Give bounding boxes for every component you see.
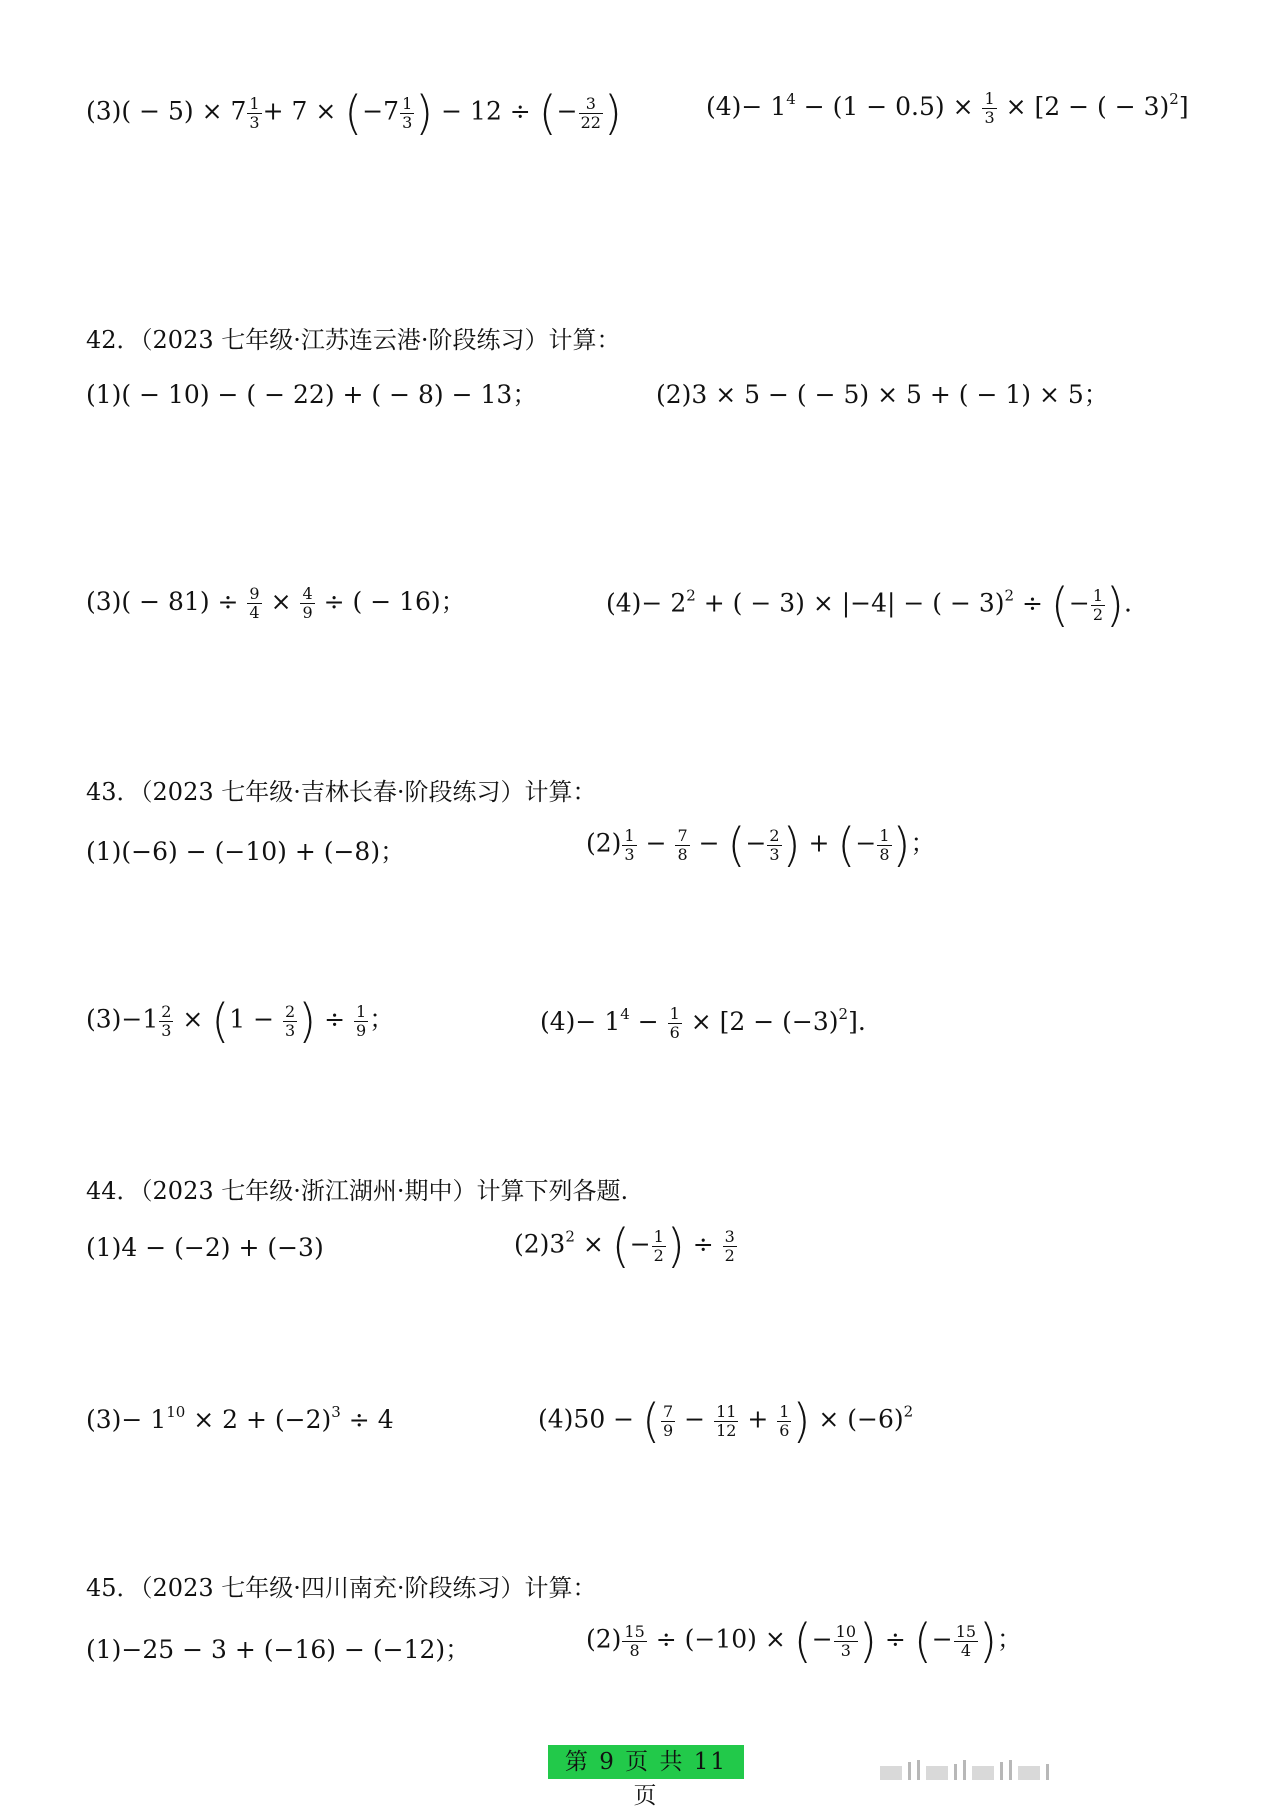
- fraction: $\frac{3}{22}$: [580, 93, 601, 132]
- q41-part3: (3)( − 5) × 7 $\frac{1}{3}$ + 7 × (−7 $\frac{1}{3}$ ) − 12 ÷ (− $\frac{3}{22}$ ): [86, 86, 622, 140]
- q42-part4: $(4)- 2^2$ + ( − 3) × |−4| − ( − 3)$^2$ ÷ (− $\frac{1}{2}$ ).: [606, 578, 1132, 632]
- q45-part1: (1)−25 − 3 + (−16) − (−12)；: [86, 1635, 471, 1664]
- q42-part3: (3)( − 81) ÷ $\frac{9}{4}$ × $\frac{4}{9}$ ÷ ( − 16)；: [86, 584, 466, 622]
- fraction: $\frac{1}{6}$: [669, 1004, 680, 1042]
- artifact-bar: [880, 1766, 902, 1780]
- fraction: $\frac{11}{12}$: [716, 1401, 737, 1440]
- mixed-fraction: $\frac{2}{3}$: [161, 1001, 172, 1040]
- q43-part1: (1)(−6) − (−10) + (−8)；: [86, 837, 406, 866]
- fraction: $\frac{1}{8}$: [879, 825, 890, 864]
- artifact-bar: [1000, 1762, 1003, 1780]
- artifact-bar: [972, 1766, 994, 1780]
- q43-heading: 43．（2023 七年级·吉林长春·阶段练习）计算：: [86, 778, 597, 806]
- q43-part4: $(4)- 1^4$ − $\frac{1}{6}$ × $[2 - (-3)^2]$.: [540, 1004, 866, 1042]
- q45-part2: (2) $\frac{15}{8}$ ÷ (−10) × (− $\frac{10}{3}$ ) ÷ (− $\frac{15}{4}$ )；: [586, 1614, 1023, 1668]
- mixed-fraction: $\frac{1}{3}$: [249, 93, 260, 132]
- artifact-bar: [954, 1764, 957, 1780]
- fraction: $\frac{10}{3}$: [835, 1621, 857, 1660]
- fraction: $\frac{2}{3}$: [769, 825, 780, 864]
- artifact-bar: [1046, 1764, 1049, 1780]
- q44-part4: (4)50 − ( $\frac{7}{9}$ − $\frac{11}{12}$ + $\frac{1}{6}$ ) × $(-6)^2$: [538, 1394, 914, 1448]
- q42-heading: 42．（2023 七年级·江苏连云港·阶段练习）计算：: [86, 326, 621, 354]
- fraction: $\frac{2}{3}$: [285, 1001, 296, 1040]
- q45-heading: 45．（2023 七年级·四川南充·阶段练习）计算：: [86, 1574, 597, 1602]
- artifact-bar: [963, 1760, 966, 1780]
- artifact-bar: [1009, 1760, 1012, 1780]
- artifact-bar: [926, 1766, 948, 1780]
- fraction: $\frac{1}{3}$: [624, 825, 635, 864]
- mixed-fraction: $\frac{1}{3}$: [402, 93, 413, 132]
- artifact-bar: [908, 1762, 911, 1780]
- q44-part2: $(2)3^2$ × (− $\frac{1}{2}$ ) ÷ $\frac{3}{2}$: [514, 1219, 735, 1273]
- page-number-label: 第 9 页 共 11 页: [548, 1745, 744, 1779]
- fraction: $\frac{15}{4}$: [955, 1621, 977, 1660]
- fraction: $\frac{7}{9}$: [663, 1401, 674, 1440]
- fraction: $\frac{3}{2}$: [724, 1226, 735, 1265]
- q41-part4: $(4)- 1^4 - (1 - 0.5)$ × $\frac{1}{3}$ × [2 − ( − 3)$^2$]: [706, 89, 1189, 127]
- artifact-bar: [1018, 1766, 1040, 1780]
- fraction: $\frac{15}{8}$: [624, 1621, 645, 1660]
- fraction: $\frac{7}{8}$: [677, 825, 688, 864]
- q44-part3: $(3)- 1^{10} \times 2 + (-2)^3 \div 4$: [86, 1403, 394, 1434]
- q44-heading: 44．（2023 七年级·浙江湖州·期中）计算下列各题.: [86, 1177, 629, 1205]
- q42-part2: (2)3 × 5 − ( − 5) × 5 + ( − 1) × 5；: [656, 380, 1109, 409]
- scan-artifact-bars: [880, 1758, 1049, 1780]
- fraction: $\frac{1}{2}$: [653, 1226, 664, 1265]
- fraction: $\frac{4}{9}$: [302, 584, 313, 622]
- fraction: $\frac{9}{4}$: [249, 584, 260, 622]
- q42-part1: (1)( − 10) − ( − 22) + ( − 8) − 13；: [86, 380, 538, 409]
- fraction: $\frac{1}{6}$: [779, 1401, 790, 1440]
- fraction: $\frac{1}{3}$: [984, 89, 995, 127]
- q43-part3: (3)−1 $\frac{2}{3}$ × (1 − $\frac{2}{3}$ ) ÷ $\frac{1}{9}$ ；: [86, 994, 395, 1048]
- fraction: $\frac{1}{9}$: [356, 1001, 367, 1040]
- fraction: $\frac{1}{2}$: [1092, 585, 1104, 624]
- q44-part1: (1)4 − (−2) + (−3): [86, 1233, 324, 1262]
- artifact-bar: [917, 1760, 920, 1780]
- q43-part2: (2) $\frac{1}{3}$ − $\frac{7}{8}$ − (− $\frac{2}{3}$ ) + (− $\frac{1}{8}$ )；: [586, 818, 936, 872]
